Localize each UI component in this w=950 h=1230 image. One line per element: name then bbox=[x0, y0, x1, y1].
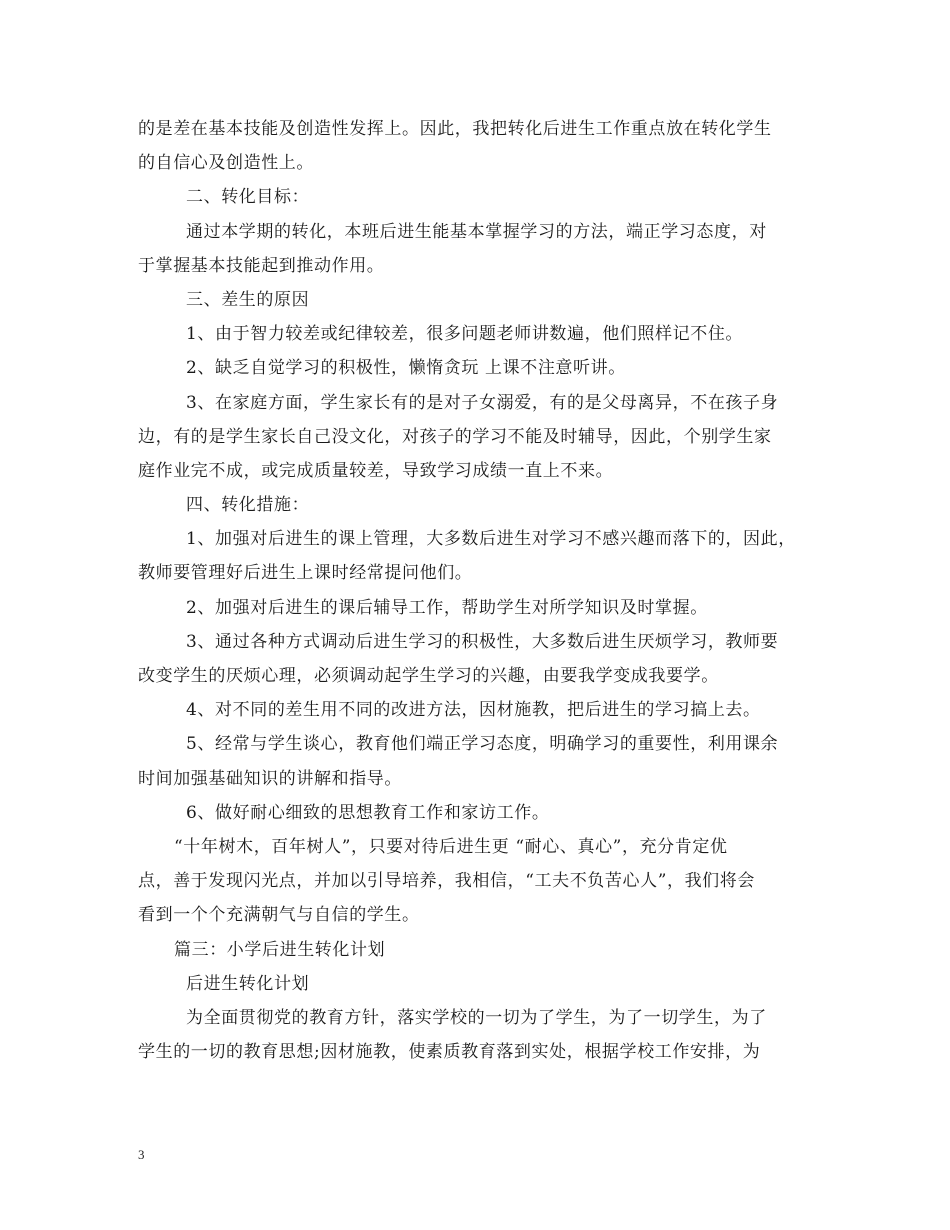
text-line: 3、在家庭方面，学生家长有的是对子女溺爱，有的是父母离异，不在孩子身 bbox=[186, 392, 779, 413]
text-line: 三、差生的原因 bbox=[186, 289, 310, 310]
text-line: 于掌握基本技能起到推动作用。 bbox=[138, 255, 385, 276]
text-line: “十年树木，百年树人”，只要对待后进生更 “耐心、真心”，充分肯定优 bbox=[174, 836, 728, 857]
text-line: 6、做好耐心细致的思想教育工作和家访工作。 bbox=[186, 802, 550, 823]
text-line: 1、由于智力较差或纪律较差，很多问题老师讲数遍，他们照样记不住。 bbox=[186, 324, 744, 345]
text-line: 二、转化目标： bbox=[186, 187, 310, 208]
text-line: 教师要管理好后进生上课时经常提问他们。 bbox=[138, 563, 473, 584]
text-line: 篇三：小学后进生转化计划 bbox=[174, 939, 386, 960]
text-line: 2、加强对后进生的课后辅导工作，帮助学生对所学知识及时掌握。 bbox=[186, 597, 708, 618]
page-number: 3 bbox=[138, 1147, 145, 1162]
text-line: 为全面贯彻党的教育方针，落实学校的一切为了学生，为了一切学生，为了 bbox=[186, 1007, 767, 1028]
text-line: 看到一个个充满朝气与自信的学生。 bbox=[138, 905, 420, 926]
text-line: 5、经常与学生谈心，教育他们端正学习态度，明确学习的重要性，利用课余 bbox=[186, 734, 779, 755]
text-line: 4、对不同的差生用不同的改进方法，因材施教，把后进生的学习搞上去。 bbox=[186, 700, 761, 721]
text-line: 的是差在基本技能及创造性发挥上。因此，我把转化后进生工作重点放在转化学生 bbox=[138, 119, 772, 139]
text-line: 庭作业完不成，或完成质量较差，导致学习成绩一直上不来。 bbox=[138, 460, 614, 481]
text-line: 点，善于发现闪光点，并加以引导培养，我相信，“工夫不负苦心人”，我们将会 bbox=[138, 871, 755, 892]
text-line: 后进生转化计划 bbox=[186, 973, 310, 994]
text-line: 改变学生的厌烦心理，必须调动起学生学习的兴趣，由要我学变成我要学。 bbox=[138, 666, 719, 686]
text-line: 四、转化措施： bbox=[186, 495, 310, 516]
text-line: 3、通过各种方式调动后进生学习的积极性，大多数后进生厌烦学习，教师要 bbox=[186, 631, 779, 652]
text-line: 1、加强对后进生的课上管理，大多数后进生对学习不感兴趣而落下的，因此， bbox=[186, 529, 796, 550]
text-line: 学生的一切的教育思想;因材施教，使素质教育落到实处，根据学校工作安排，为 bbox=[138, 1042, 761, 1063]
text-line: 时间加强基础知识的讲解和指导。 bbox=[138, 768, 402, 789]
text-line: 的自信心及创造性上。 bbox=[138, 153, 314, 174]
text-line: 通过本学期的转化，本班后进生能基本掌握学习的方法，端正学习态度，对 bbox=[186, 221, 767, 242]
text-line: 2、缺乏自觉学习的积极性，懒惰贪玩 上课不注意听讲。 bbox=[186, 358, 626, 379]
document-body bbox=[138, 112, 814, 1069]
text-line: 边，有的是学生家长自己没文化，对孩子的学习不能及时辅导，因此，个别学生家 bbox=[138, 426, 772, 447]
